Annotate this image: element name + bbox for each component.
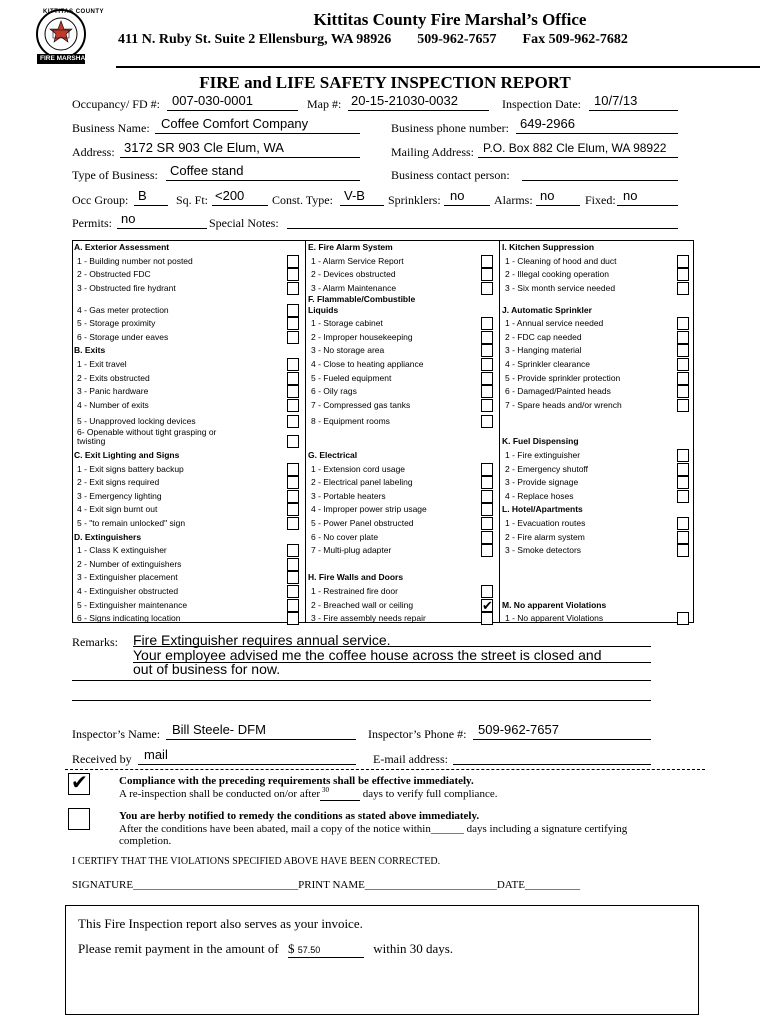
violation-checkbox[interactable]	[677, 268, 689, 281]
checklist-item: 2 - Obstructed FDC	[77, 269, 151, 280]
remarks-line-3	[72, 680, 651, 681]
inspector-phone-field[interactable]: 509-962-7657	[478, 722, 559, 737]
checklist-item: 1 - Storage cabinet	[311, 318, 383, 329]
checklist-item: 5 - "to remain unlocked" sign	[77, 518, 186, 529]
checklist-item: 2 - Exit signs required	[77, 477, 160, 488]
sprinklers-line	[444, 205, 490, 206]
checklist-item: 4 - Extinguisher obstructed	[77, 586, 179, 597]
violation-checkbox[interactable]	[481, 268, 493, 281]
violation-checkbox[interactable]	[481, 503, 493, 516]
violation-checkbox[interactable]	[481, 399, 493, 412]
map-label: Map #:	[307, 97, 342, 111]
violation-checkbox[interactable]	[677, 476, 689, 489]
checklist-item: 2 - Improper housekeeping	[311, 331, 413, 342]
occupancy-label: Occupancy/ FD #:	[72, 97, 160, 111]
reinspection-text-a: A re-inspection shall be conducted on/or after	[119, 788, 320, 800]
checklist-item: 1 - Exit signs battery backup	[77, 463, 184, 474]
violation-checkbox[interactable]	[677, 463, 689, 476]
business-type-field[interactable]: Coffee stand	[170, 163, 244, 178]
checklist-item: 4 - Close to heating appliance	[311, 358, 424, 369]
violation-checkbox[interactable]	[481, 599, 493, 612]
map-field[interactable]: 20-15-21030-0032	[351, 93, 458, 108]
reinspection-days-value: 30	[322, 786, 329, 794]
occ-group-field[interactable]: B	[138, 188, 147, 203]
logo-text-bottom: FIRE MARSHAL	[40, 55, 90, 62]
violation-checkbox[interactable]	[481, 358, 493, 371]
checklist-item: 2 - Devices obstructed	[311, 269, 396, 280]
checklist-item: 4 - Sprinkler clearance	[505, 358, 591, 369]
violation-checkbox[interactable]	[677, 399, 689, 412]
violation-checkbox[interactable]	[481, 415, 493, 428]
address-field[interactable]: 3172 SR 903 Cle Elum, WA	[124, 140, 284, 155]
check-icon: ✔	[482, 597, 493, 613]
permits-label: Permits:	[72, 216, 113, 230]
email-label: E-mail address:	[373, 752, 448, 766]
violation-checkbox[interactable]	[287, 317, 299, 330]
checklist-item: 2 - Breached wall or ceiling	[311, 599, 414, 610]
contact-person-label: Business contact person:	[391, 168, 510, 182]
business-name-line	[155, 133, 360, 134]
checklist-heading: F. Flammable/Combustible	[308, 293, 416, 304]
checklist-item: 2 - Emergency shutoff	[505, 463, 588, 474]
checklist-item: 6 - Oily rags	[311, 386, 357, 397]
violation-checkbox[interactable]	[677, 544, 689, 557]
signature-line[interactable]: SIGNATURE______________________________PRINT NAME________________________DATE__________	[72, 879, 580, 891]
violation-checkbox[interactable]	[287, 372, 299, 385]
received-by-label: Received by	[72, 752, 132, 766]
fire-marshal-logo	[31, 8, 111, 68]
violation-checkbox[interactable]	[287, 255, 299, 268]
violation-checkbox[interactable]	[677, 255, 689, 268]
checklist-item: 4 - Improper power strip usage	[311, 504, 427, 515]
sprinklers-label: Sprinklers:	[388, 193, 441, 207]
checklist-item: 5 - Power Panel obstructed	[311, 518, 414, 529]
invoice-amount: 57.50	[297, 945, 321, 955]
checklist-heading: M. No apparent Violations	[502, 599, 607, 610]
checklist-item: 2 - FDC cap needed	[505, 331, 582, 342]
office-address-line	[118, 32, 770, 48]
inspection-date-label: Inspection Date:	[502, 97, 581, 111]
permits-line	[117, 228, 207, 229]
checklist-item: 3 - Portable heaters	[311, 490, 386, 501]
checklist-item: 3 - Emergency lighting	[77, 490, 162, 501]
map-line	[348, 110, 489, 111]
sqft-line	[212, 205, 268, 206]
checklist-heading: D. Extinguishers	[74, 531, 142, 542]
inspection-date-field[interactable]: 10/7/13	[594, 93, 638, 108]
checklist-item: 2 - Electrical panel labeling	[311, 477, 413, 488]
const-type-field[interactable]: V-B	[344, 188, 365, 203]
violation-checkbox[interactable]	[287, 385, 299, 398]
compliance-immediate-checkbox[interactable]	[68, 773, 90, 795]
violation-checkbox[interactable]	[287, 490, 299, 503]
checklist-heading: J. Automatic Sprinkler	[502, 304, 592, 315]
logo-text-top: KITTITAS COUNTY	[43, 9, 105, 15]
office-fax: Fax 509-962-7682	[522, 32, 628, 47]
checklist-item: 3 - Alarm Maintenance	[311, 282, 397, 293]
alarms-field[interactable]: no	[540, 188, 555, 203]
violation-checkbox[interactable]	[677, 449, 689, 462]
violation-checkbox[interactable]	[287, 599, 299, 612]
violation-checkbox[interactable]	[287, 544, 299, 557]
remarks-line-4	[72, 700, 651, 701]
notice-text-2: completion.	[119, 835, 172, 847]
mailing-address-label: Mailing Address:	[391, 145, 474, 159]
checklist-heading: L. Hotel/Apartments	[502, 504, 583, 515]
violation-checkbox[interactable]	[677, 612, 689, 625]
occupancy-field[interactable]: 007-030-0001	[172, 93, 253, 108]
remarks-text-2[interactable]: Your employee advised me the coffee house across the street is closed and	[133, 647, 602, 663]
checklist-heading: B. Exits	[74, 345, 106, 356]
checklist-item: 5 - Fueled equipment	[311, 372, 392, 383]
fixed-label: Fixed:	[585, 193, 616, 207]
checklist-item: 1 - Fire extinguisher	[505, 450, 581, 461]
reinspection-days-field[interactable]	[320, 788, 360, 801]
occupancy-line	[167, 110, 298, 111]
violation-checkbox[interactable]	[287, 435, 299, 448]
violation-checkbox[interactable]	[677, 282, 689, 295]
business-name-label: Business Name:	[72, 121, 150, 135]
checklist-item: 1 - Annual service needed	[505, 318, 604, 329]
checklist-divider-1	[305, 240, 306, 623]
checklist-item: 8 - Equipment rooms	[311, 416, 390, 427]
violation-checkbox[interactable]	[287, 304, 299, 317]
violation-checkbox[interactable]	[287, 571, 299, 584]
alarms-line	[536, 205, 580, 206]
violation-checkbox[interactable]	[677, 317, 689, 330]
checklist-item: 7 - Compressed gas tanks	[311, 399, 411, 410]
section-separator	[65, 769, 705, 770]
checklist-item: 1 - No apparent Violations	[505, 613, 604, 624]
violation-checkbox[interactable]	[481, 544, 493, 557]
invoice-text-b: within 30 days.	[373, 941, 454, 956]
checklist-item: twisting	[77, 436, 106, 447]
checklist-heading: K. Fuel Dispensing	[502, 436, 579, 447]
violation-checkbox[interactable]	[287, 268, 299, 281]
inspector-phone-label: Inspector’s Phone #:	[368, 727, 467, 741]
violation-checkbox[interactable]	[287, 282, 299, 295]
address-line	[120, 157, 360, 158]
violation-checkbox[interactable]	[677, 358, 689, 371]
business-phone-label: Business phone number:	[391, 121, 509, 135]
violation-checkbox[interactable]	[287, 558, 299, 571]
checklist-item: 3 - Six month service needed	[505, 282, 616, 293]
violation-checkbox[interactable]	[481, 317, 493, 330]
violation-checkbox[interactable]	[287, 612, 299, 625]
checklist-item: 6 - No cover plate	[311, 531, 379, 542]
violation-checkbox[interactable]	[287, 463, 299, 476]
reinspection-text-b: days to verify full compliance.	[362, 788, 498, 800]
checklist-item: 2 - Illegal cooking operation	[505, 269, 609, 280]
violation-checkbox[interactable]	[481, 531, 493, 544]
violation-checkbox[interactable]	[481, 517, 493, 530]
inspector-name-label: Inspector’s Name:	[72, 727, 161, 741]
notice-text: After the conditions have been abated, mail a copy of the notice within______ days including a signature certifying	[119, 823, 628, 835]
checklist-item: 2 - Number of extinguishers	[77, 558, 182, 569]
business-type-label: Type of Business:	[72, 168, 158, 182]
checklist-item: 4 - Exit sign burnt out	[77, 504, 158, 515]
inspector-phone-line	[473, 739, 651, 740]
compliance-notice-checkbox[interactable]	[68, 808, 90, 830]
checklist-item: 2 - Exits obstructed	[77, 372, 150, 383]
checklist-item: 4 - Number of exits	[77, 399, 149, 410]
header-rule	[116, 66, 760, 68]
checklist-item: 3 - Extinguisher placement	[77, 572, 178, 583]
const-type-label: Const. Type:	[272, 193, 333, 207]
violation-checkbox[interactable]	[481, 585, 493, 598]
alarms-label: Alarms:	[494, 193, 533, 207]
violation-checkbox[interactable]	[287, 358, 299, 371]
business-phone-line	[516, 133, 678, 134]
business-type-line	[166, 180, 360, 181]
violation-checkbox[interactable]	[677, 385, 689, 398]
violation-checkbox[interactable]	[677, 331, 689, 344]
checklist-heading: C. Exit Lighting and Signs	[74, 450, 180, 461]
checklist-item: 1 - Extension cord usage	[311, 463, 406, 474]
checklist-heading: H. Fire Walls and Doors	[308, 572, 404, 583]
sprinklers-field[interactable]: no	[450, 188, 465, 203]
email-line[interactable]	[453, 764, 651, 765]
business-name-field[interactable]: Coffee Comfort Company	[161, 116, 309, 131]
occ-group-line	[134, 205, 168, 206]
violation-checkbox[interactable]	[287, 503, 299, 516]
special-notes-line[interactable]	[287, 228, 678, 229]
checklist-heading: G. Electrical	[308, 450, 358, 461]
received-by-line	[138, 764, 356, 765]
violation-checkbox[interactable]	[481, 344, 493, 357]
checklist-item: 3 - Smoke detectors	[505, 545, 582, 556]
violation-checkbox[interactable]	[677, 344, 689, 357]
checklist-item: 1 - Evacuation routes	[505, 518, 586, 529]
remarks-text-1[interactable]: Fire Extinguisher requires annual service.	[133, 632, 391, 648]
inspector-name-line	[166, 739, 356, 740]
violation-checkbox[interactable]	[287, 415, 299, 428]
checklist-item: 5 - Provide sprinkler protection	[505, 372, 621, 383]
violation-checkbox[interactable]	[481, 331, 493, 344]
checklist-item: 3 - Obstructed fire hydrant	[77, 282, 176, 293]
reinspection-text	[119, 788, 497, 801]
const-type-line	[340, 205, 384, 206]
checklist-item: 3 - Provide signage	[505, 477, 579, 488]
violation-checkbox[interactable]	[287, 476, 299, 489]
violation-checkbox[interactable]	[481, 612, 493, 625]
violation-checkbox[interactable]	[481, 463, 493, 476]
mailing-address-line	[478, 157, 678, 158]
checklist-heading: A. Exterior Assessment	[74, 242, 170, 252]
checklist-item: 1 - Class K extinguisher	[77, 545, 167, 556]
compliance-title: Compliance with the preceding requirements shall be effective immediately.	[119, 775, 474, 787]
violation-checkbox[interactable]	[481, 255, 493, 268]
violation-checkbox[interactable]	[287, 399, 299, 412]
sqft-field[interactable]: <200	[215, 188, 245, 203]
checklist-item: 6 - Signs indicating location	[77, 613, 181, 624]
violation-checkbox[interactable]	[677, 531, 689, 544]
office-phone: 509-962-7657	[417, 32, 497, 47]
business-phone-field[interactable]: 649-2966	[520, 116, 575, 131]
checklist-item: 7 - Multi-plug adapter	[311, 545, 392, 556]
occ-group-label: Occ Group:	[72, 193, 129, 207]
violation-checkbox[interactable]	[481, 372, 493, 385]
checklist-item: 1 - Exit travel	[77, 358, 127, 369]
remarks-text-3[interactable]: out of business for now.	[133, 661, 281, 677]
office-title: Kittitas County Fire Marshal’s Office	[313, 10, 587, 29]
checklist-divider-2	[499, 240, 500, 623]
special-notes-label: Special Notes:	[209, 216, 279, 230]
inspection-date-line	[589, 110, 678, 111]
checklist-item: 5 - Unapproved locking devices	[77, 416, 196, 427]
report-title: FIRE and LIFE SAFETY INSPECTION REPORT	[199, 73, 571, 92]
violation-checkbox[interactable]	[287, 585, 299, 598]
invoice-box	[65, 905, 699, 1015]
sqft-label: Sq. Ft:	[176, 193, 209, 207]
checklist-item: 3 - Panic hardware	[77, 386, 149, 397]
checklist-item: 1 - Restrained fire door	[311, 586, 398, 597]
checklist-item: 3 - No storage area	[311, 345, 385, 356]
violation-checkbox[interactable]	[481, 476, 493, 489]
invoice-amount-field[interactable]	[288, 941, 364, 958]
received-by-field[interactable]: mail	[144, 747, 168, 762]
permits-field[interactable]: no	[121, 211, 136, 226]
checklist-heading: I. Kitchen Suppression	[502, 242, 595, 252]
checklist-item: 4 - Gas meter protection	[77, 304, 169, 315]
violation-checkbox[interactable]	[287, 517, 299, 530]
violation-checkbox[interactable]	[677, 490, 689, 503]
violation-checkbox[interactable]	[481, 490, 493, 503]
check-icon: ✔	[71, 772, 88, 794]
checklist-item: 5 - Extinguisher maintenance	[77, 599, 188, 610]
checklist-item: 5 - Storage proximity	[77, 318, 156, 329]
address-label: Address:	[72, 145, 115, 159]
checklist-item: 1 - Building number not posted	[77, 255, 193, 266]
remarks-label: Remarks:	[72, 635, 118, 649]
checklist-item: 3 - Hanging material	[505, 345, 582, 356]
checklist-item: 6 - Storage under eaves	[77, 331, 169, 342]
checklist-item: 2 - Fire alarm system	[505, 531, 585, 542]
invoice-line-2	[78, 941, 453, 958]
checklist-item: 1 - Alarm Service Report	[311, 255, 404, 266]
violation-checkbox[interactable]	[677, 517, 689, 530]
checklist-item: 1 - Cleaning of hood and duct	[505, 255, 617, 266]
fixed-field[interactable]: no	[623, 188, 638, 203]
checklist-item: 7 - Spare heads and/or wrench	[505, 399, 622, 410]
fixed-line	[617, 205, 678, 206]
checklist-item: 3 - Fire assembly needs repair	[311, 613, 426, 624]
inspector-name-field[interactable]: Bill Steele- DFM	[172, 722, 266, 737]
checklist-item: 6- Openable without tight grasping or	[77, 426, 217, 437]
violation-checkbox[interactable]	[287, 331, 299, 344]
office-address: 411 N. Ruby St. Suite 2 Ellensburg, WA 98926	[118, 32, 392, 47]
violation-checkbox[interactable]	[677, 372, 689, 385]
invoice-line-1: This Fire Inspection report also serves as your invoice.	[78, 916, 363, 931]
notice-title: You are herby notified to remedy the conditions as stated above immediately.	[119, 810, 480, 822]
currency-sign: $	[287, 941, 295, 956]
invoice-text-a: Please remit payment in the amount of	[78, 941, 279, 956]
violation-checkbox[interactable]	[481, 385, 493, 398]
mailing-address-field[interactable]: P.O. Box 882 Cle Elum, WA 98922	[483, 141, 667, 155]
contact-person-line[interactable]	[522, 180, 678, 181]
checklist-heading: E. Fire Alarm System	[308, 242, 393, 252]
checklist-item: 4 - Replace hoses	[505, 490, 574, 501]
certify-statement: I CERTIFY THAT THE VIOLATIONS SPECIFIED ABOVE HAVE BEEN CORRECTED.	[72, 856, 441, 867]
checklist-item: 6 - Damaged/Painted heads	[505, 386, 611, 397]
checklist-heading: Liquids	[308, 304, 339, 315]
violation-checkbox[interactable]	[481, 282, 493, 295]
